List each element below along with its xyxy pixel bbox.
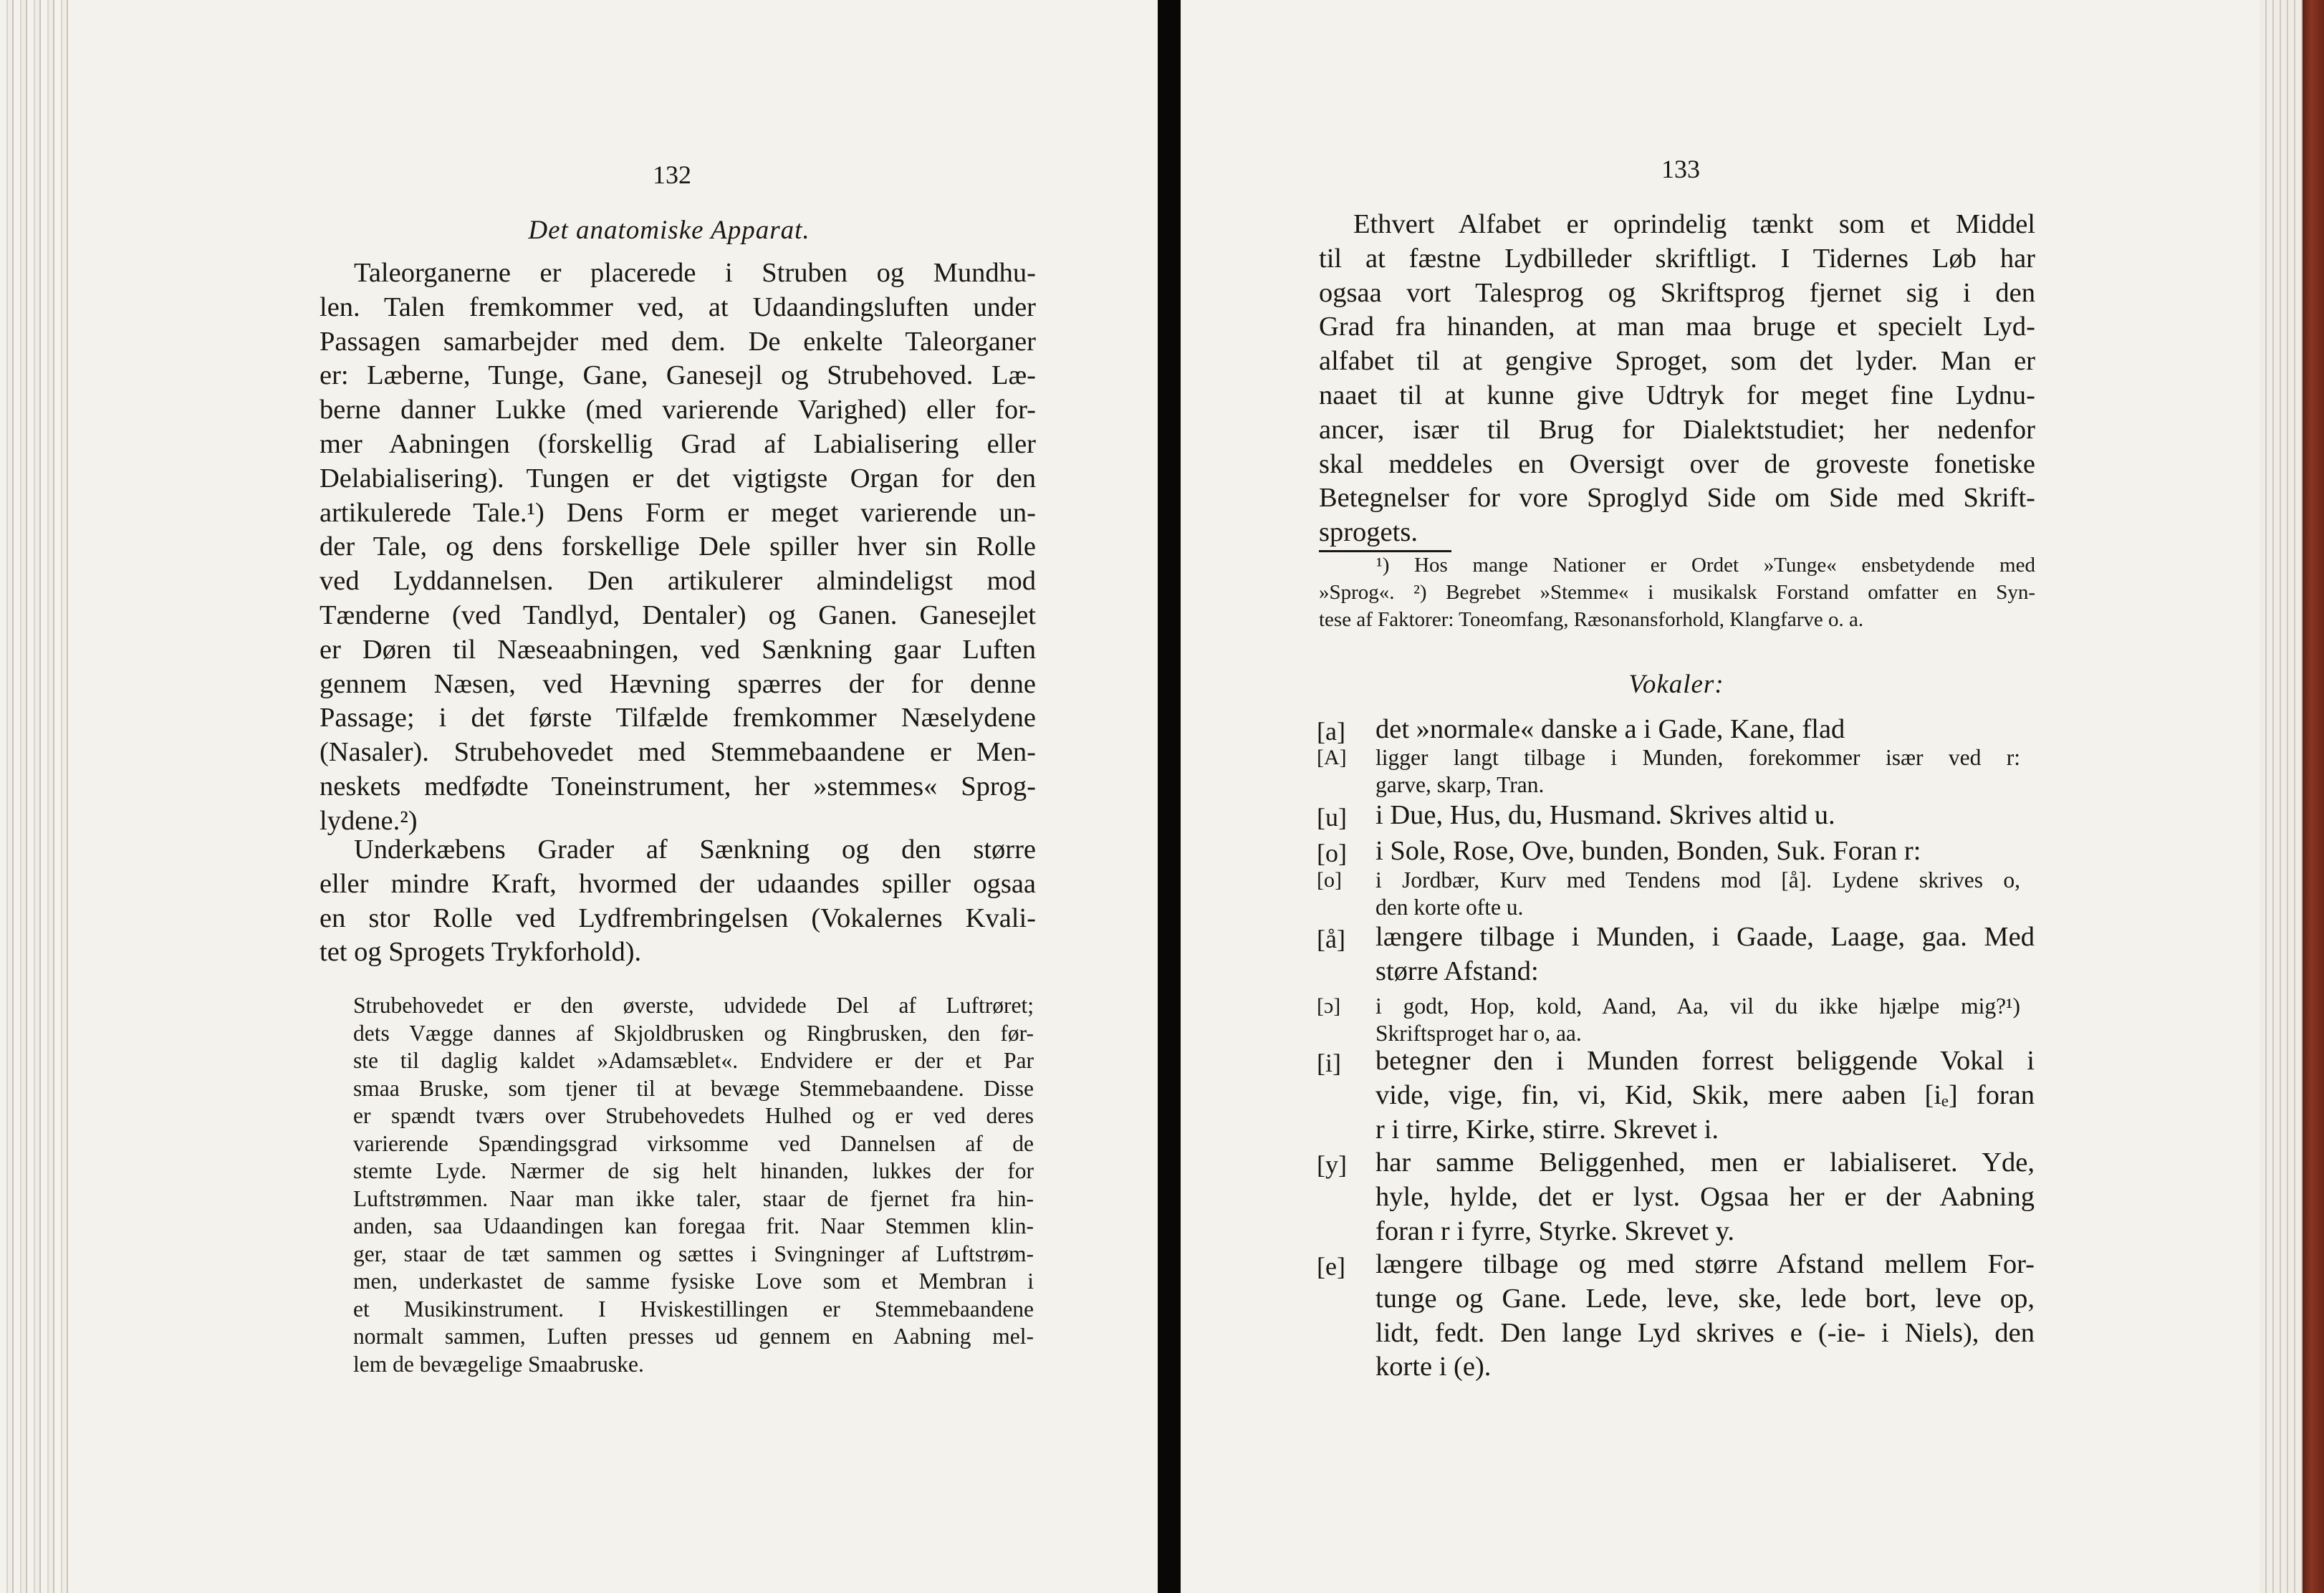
vowel-description [1375, 713, 2035, 747]
vowel-description [1375, 1044, 2035, 1147]
text-line: betegner den i Munden forrest beliggende Vokal i [1375, 1046, 2035, 1076]
text-line: ger, staar de tæt sammen og sættes i Svingninger af Luftstrøm- [353, 1241, 1034, 1266]
text-line: Grad fra hinanden, at man maa bruge et specielt Lyd- [1319, 312, 2035, 342]
vowel-description [1375, 799, 2035, 833]
vowel-key: [u] [1317, 803, 1347, 832]
text-line: varierende Spændingsgrad virksomme ved Dannelsen af de [353, 1130, 1034, 1156]
text-line: normalt sammen, Luften presses ud gennem en Aabning mel- [353, 1324, 1034, 1349]
text-line: mer Aabningen (forskellig Grad af Labialisering eller [320, 428, 1036, 459]
text-line: en stor Rolle ved Lydfrembringelsen (Vokalernes Kvali- [320, 903, 1036, 933]
text-line: et Musikinstrument. I Hviskestillingen er Stemmebaandene [353, 1296, 1034, 1322]
text-line: vide, vige, fin, vi, Kid, Skik, mere aaben [iₑ] foran [1375, 1079, 2035, 1110]
text-line: ¹) Hos mange Nationer er Ordet »Tunge« ensbetydende med [1376, 554, 2035, 577]
text-line: lydene.²) [320, 805, 418, 836]
text-line: i Due, Hus, du, Husmand. Skrives altid u. [1375, 800, 1835, 830]
vowel-description [1375, 867, 2020, 921]
text-line: skal meddeles en Oversigt over de groveste fonetiske [1319, 448, 2035, 479]
text-line: Luftstrømmen. Naar man ikke taler, staar de fjernet fra hin- [353, 1185, 1034, 1211]
text-line: i Sole, Rose, Ove, bunden, Bonden, Suk. Foran r: [1375, 836, 1921, 866]
text-line: (Nasaler). Strubehovedet med Stemmebaandene er Men- [320, 737, 1036, 768]
text-line: smaa Bruske, som tjener til at bevæge Stemmebaandene. Disse [353, 1075, 1034, 1101]
vowel-key: [å] [1317, 925, 1345, 953]
vowel-key: [i] [1317, 1049, 1341, 1077]
text-line: hyle, hylde, det er lyst. Ogsaa her er der Aabning [1375, 1181, 2035, 1212]
text-line: har samme Beliggenhed, men er labialiseret. Yde, [1375, 1147, 2035, 1178]
text-line: ved Lyddannelsen. Den artikulerer almindeligst mod [320, 566, 1036, 597]
vowel-key: [o] [1317, 839, 1347, 867]
text-line: Passagen samarbejder med dem. De enkelte Taleorganer [320, 326, 1036, 357]
text-line: naaet til at kunne give Udtryk for meget fine Lydnu- [1319, 380, 2035, 410]
text-line: Delabialisering). Tungen er det vigtigste Organ for den [320, 463, 1036, 494]
text-line: eller mindre Kraft, hvormed der udaandes spiller ogsaa [320, 868, 1036, 899]
section-title: Vokaler: [1628, 670, 1724, 699]
text-line: længere tilbage i Munden, i Gaade, Laage, gaa. Med [1375, 922, 2035, 952]
paragraph [320, 256, 1036, 839]
text-line: større Afstand: [1375, 956, 1539, 986]
text-line: ste til daglig kaldet »Adamsæblet«. Endvidere er der et Par [353, 1048, 1034, 1073]
text-line: Passage; i det første Tilfælde fremkommer Næselydene [320, 703, 1036, 733]
text-line: der Tale, og dens forskellige Dele spiller hver sin Rolle [320, 531, 1036, 562]
text-line: tese af Faktorer: Toneomfang, Ræsonansforhold, Klangfarve o. a. [1319, 608, 1864, 631]
text-line: garve, skarp, Tran. [1375, 772, 1545, 797]
text-line: r i tirre, Kirke, stirre. Skrevet i. [1375, 1114, 1719, 1145]
text-line: i godt, Hop, kold, Aand, Aa, vil du ikke hjælpe mig?¹) [1375, 993, 2020, 1019]
text-line: Tænderne (ved Tandlyd, Dentaler) og Ganen. Ganesejlet [320, 600, 1036, 630]
text-line: berne danner Lukke (med varierende Varighed) eller for- [320, 395, 1036, 425]
vowel-description [1375, 744, 2020, 799]
vowel-description [1375, 834, 2035, 869]
text-line: Strubehovedet er den øverste, udvidede Del af Luftrøret; [353, 993, 1034, 1018]
right-page [1181, 0, 2324, 1593]
text-line: alfabet til at gengive Sproget, som det lyder. Man er [1319, 346, 2035, 377]
vowel-key: [A] [1317, 746, 1347, 769]
vowel-description [1375, 1146, 2035, 1248]
book-cover-edge [2303, 0, 2324, 1593]
vowel-description [1375, 1248, 2035, 1385]
text-line: er spændt tværs over Strubehovedets Hulhed og er ved deres [353, 1103, 1034, 1128]
text-line: er: Læberne, Tunge, Gane, Ganesejl og Strubehoved. Læ- [320, 360, 1036, 391]
vowel-description [1375, 993, 2020, 1047]
text-line: korte i (e). [1375, 1352, 1492, 1382]
text-line: er Døren til Næseaabningen, ved Sænkning gaar Luften [320, 634, 1036, 665]
text-line: lidt, fedt. Den lange Lyd skrives e (-ie- i Niels), den [1375, 1317, 2035, 1348]
text-line: neskets medfødte Toneinstrument, her »stemmes« Sprog- [320, 771, 1036, 802]
section-heading: Det anatomiske Apparat. [528, 216, 810, 245]
text-line: lem de bevægelige Smaabruske. [353, 1351, 644, 1377]
text-line: tet og Sprogets Trykforhold). [320, 937, 642, 968]
text-line: stemte Lyde. Nærmer de sig helt hinanden, lukkes der for [353, 1158, 1034, 1183]
vowel-key: [o] [1317, 868, 1342, 892]
text-line: tunge og Gane. Lede, leve, ske, lede bort, leve op, [1375, 1283, 2035, 1314]
text-line: i Jordbær, Kurv med Tendens mod [å]. Lydene skrives o, [1375, 867, 2020, 892]
vowel-key: [a] [1317, 717, 1345, 746]
text-line: men, underkastet de samme fysiske Love som et Membran i [353, 1269, 1034, 1294]
text-line: det »normale« danske a i Gade, Kane, flad [1375, 714, 1845, 744]
left-page [0, 0, 1158, 1593]
text-line: anden, saa Udaandingen kan foregaa frit. Naar Stemmen klin- [353, 1213, 1034, 1238]
text-line: dets Vægge dannes af Skjoldbrusken og Ringbrusken, den før- [353, 1020, 1034, 1046]
page-number: 132 [653, 160, 691, 189]
vowel-key: [y] [1317, 1150, 1347, 1179]
gutter [1158, 0, 1182, 1593]
footnotes [1319, 552, 2035, 633]
paragraph [1319, 208, 2035, 550]
paragraph [320, 833, 1036, 970]
text-line: Ethvert Alfabet er oprindelig tænkt som et Middel [1353, 209, 2035, 239]
text-line: Skriftsproget har o, aa. [1375, 1021, 1582, 1046]
text-line: »Sprog«. ²) Begrebet »Stemme« i musikalsk Forstand omfatter en Syn- [1319, 581, 2035, 604]
vowel-key: [e] [1317, 1252, 1345, 1281]
text-line: Taleorganerne er placerede i Struben og Mundhu- [354, 258, 1036, 288]
text-line: Betegnelser for vore Sproglyd Side om Side med Skrift- [1319, 483, 2035, 514]
text-line: ancer, især til Brug for Dialektstudiet; her nedenfor [1319, 414, 2035, 445]
page-edge-stack [2260, 0, 2303, 1593]
text-line: artikulerede Tale.¹) Dens Form er meget varierende un- [320, 497, 1036, 528]
text-line: den korte ofte u. [1375, 895, 1524, 920]
text-line: ligger langt tilbage i Munden, forekommer især ved r: [1375, 745, 2020, 770]
page-number: 133 [1661, 155, 1700, 183]
text-line: til at fæstne Lydbilleder skriftligt. I Tidernes Løb har [1319, 243, 2035, 274]
vowel-description [1375, 920, 2035, 989]
text-line: Underkæbens Grader af Sænkning og den større [354, 834, 1036, 865]
text-line: foran r i fyrre, Styrke. Skrevet y. [1375, 1216, 1735, 1246]
text-line: længere tilbage og med større Afstand mellem For- [1375, 1249, 2035, 1279]
vowel-key: [ɔ] [1317, 994, 1341, 1018]
small-print-paragraph [353, 992, 1034, 1378]
text-line: gennem Næsen, ved Hævning spærres der for denne [320, 668, 1036, 699]
text-line: ogsaa vort Talesprog og Skriftsprog fjernet sig i den [1319, 277, 2035, 308]
text-line: len. Talen fremkommer ved, at Udaandingsluften under [320, 292, 1036, 322]
page-edge-stack [0, 0, 68, 1593]
text-line: sprogets. [1319, 517, 1418, 548]
